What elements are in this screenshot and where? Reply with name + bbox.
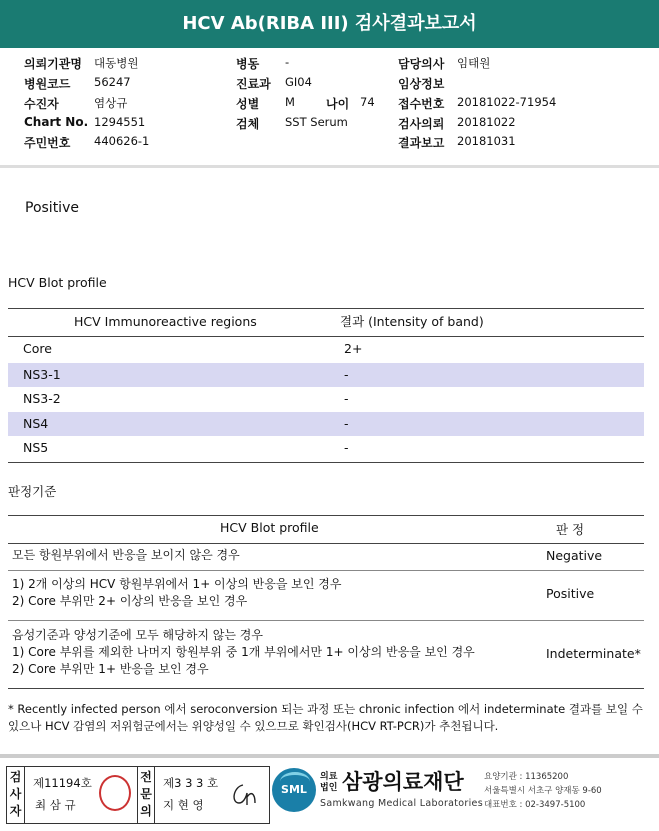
contact-line-3: 대표번호 : 02-3497-5100 [484, 800, 586, 810]
dept-value: GI04 [285, 75, 312, 89]
intensity-cell: 2+ [344, 341, 363, 356]
report-date-value: 20181031 [457, 134, 516, 148]
criteria-text: 1) 2개 이상의 HCV 항원부위에서 1+ 이상의 반응을 보인 경우 [12, 577, 342, 591]
criteria-row [8, 628, 644, 682]
sex-label: 성별 [236, 97, 260, 111]
criteria-bottom-rule [8, 688, 644, 689]
intensity-cell: - [344, 391, 349, 406]
org-prefix-1: 의료 [320, 772, 338, 782]
row-rule [8, 620, 644, 621]
contact-line-2: 서울특별시 서초구 양재동 9-60 [484, 786, 602, 796]
criteria-header [8, 520, 644, 542]
criteria-text: 2) Core 부위만 1+ 반응을 보인 경우 [12, 662, 209, 676]
specimen-label: 검체 [236, 117, 260, 131]
criteria-row [8, 577, 644, 617]
resident-no-value: 440626-1 [94, 134, 150, 148]
table-row [8, 387, 644, 411]
examiner-license: 제11194호 [33, 776, 92, 790]
org-name-en: Samkwang Medical Laboratories [320, 798, 483, 809]
report-date-label: 결과보고 [398, 136, 445, 150]
org-name: 삼광의료재단 [342, 770, 464, 794]
request-date-value: 20181022 [457, 115, 516, 129]
patient-name-value: 염상규 [94, 96, 128, 110]
chart-no-value: 1294551 [94, 115, 146, 129]
table-top-rule [8, 308, 644, 309]
profile-column-header: HCV Blot profile [220, 520, 319, 535]
sml-logo-swirl [280, 772, 310, 791]
examiner-name: 최 삼 규 [35, 798, 76, 812]
blot-profile-header [8, 310, 644, 334]
criteria-top-rule [8, 515, 644, 516]
table-row [8, 436, 644, 460]
doctor-value: 임태원 [457, 56, 491, 70]
specimen-value: SST Serum [285, 115, 348, 129]
region-cell: Core [23, 341, 52, 356]
criteria-title: 판정기준 [8, 484, 57, 499]
intensity-cell: - [344, 416, 349, 431]
region-cell: NS3-1 [23, 367, 61, 382]
table-row [8, 363, 644, 387]
intensity-column-header: 결과 (Intensity of band) [340, 314, 484, 329]
sml-logo: SML [272, 768, 316, 812]
hospital-value: 대동병원 [94, 56, 139, 70]
intensity-cell: - [344, 440, 349, 455]
ward-label: 병동 [236, 57, 260, 71]
ward-value: - [285, 55, 290, 69]
criteria-text: 2) Core 부위만 2+ 이상의 반응을 보인 경우 [12, 594, 248, 608]
dept-label: 진료과 [236, 77, 271, 91]
specialist-license: 제3 3 3 호 [163, 776, 219, 790]
resident-no-label: 주민번호 [24, 136, 71, 150]
doctor-label: 담당의사 [398, 57, 445, 71]
judgement-cell: Positive [546, 586, 595, 601]
info-row-2 [0, 75, 659, 94]
hospital-code-label: 병원코드 [24, 77, 71, 91]
region-cell: NS3-2 [23, 391, 61, 406]
row-rule [8, 570, 644, 571]
table-row [8, 412, 644, 436]
footer-divider [0, 754, 659, 758]
receipt-no-value: 20181022-71954 [457, 95, 557, 109]
specialist-signature [225, 779, 261, 809]
region-cell: NS5 [23, 440, 49, 455]
clinical-info-label: 임상정보 [398, 77, 445, 91]
contact-line-1: 요양기관 : 11365200 [484, 772, 569, 782]
request-date-label: 검사의뢰 [398, 117, 445, 131]
info-row-3 [0, 95, 659, 114]
info-row-4 [0, 115, 659, 134]
sex-value: M [285, 95, 295, 109]
blot-profile-title: HCV Blot profile [8, 275, 107, 290]
age-label: 나이 [326, 97, 350, 111]
table-bottom-rule [8, 462, 644, 463]
info-row-5 [0, 134, 659, 153]
hospital-code-value: 56247 [94, 75, 131, 89]
region-cell: NS4 [23, 416, 49, 431]
patient-info [0, 55, 659, 163]
specialist-name: 지 현 영 [163, 798, 204, 812]
criteria-text: 모든 항원부위에서 반응을 보이지 않은 경우 [12, 548, 240, 562]
age-value: 74 [360, 95, 375, 109]
org-prefix-2: 법인 [320, 783, 338, 793]
examiner-seal [99, 775, 131, 811]
judgement-cell: Negative [546, 548, 603, 563]
patient-name-label: 수진자 [24, 97, 59, 111]
criteria-text: 1) Core 부위를 제외한 나머지 항원부위 중 1개 부위에서만 1+ 이상의 반응을 보인 경우 [12, 645, 475, 659]
criteria-header-rule [8, 543, 644, 544]
specialist-label: 전 문 의 [137, 767, 155, 823]
chart-no-label: Chart No. [24, 115, 89, 129]
report-title: HCV Ab(RIBA III) 검사결과보고서 [0, 0, 659, 48]
region-column-header: HCV Immunoreactive regions [74, 314, 257, 329]
table-row [8, 337, 644, 361]
hospital-label: 의뢰기관명 [24, 57, 82, 71]
receipt-no-label: 접수번호 [398, 97, 445, 111]
intensity-cell: - [344, 367, 349, 382]
criteria-text: 음성기준과 양성기준에 모두 해당하지 않는 경우 [12, 628, 263, 642]
footnote: * Recently infected person 에서 seroconversion 되는 과정 또는 chronic infection 에서 indeterminate 결과를 보일 수 있으나 HCV 감염의 저위험군에서는 위양성일 수 있으므로 확인검사(HCV RT-PCR)가 추천됩니다. [8, 702, 643, 733]
judgement-cell: Indeterminate* [546, 646, 641, 661]
criteria-row [8, 548, 644, 568]
overall-result: Positive [25, 200, 79, 216]
signature-box [6, 766, 270, 824]
info-row-1 [0, 55, 659, 74]
footer [0, 766, 659, 826]
header-divider [0, 165, 659, 168]
examiner-label: 검 사 자 [7, 767, 25, 823]
judgement-column-header: 판 정 [556, 522, 585, 537]
